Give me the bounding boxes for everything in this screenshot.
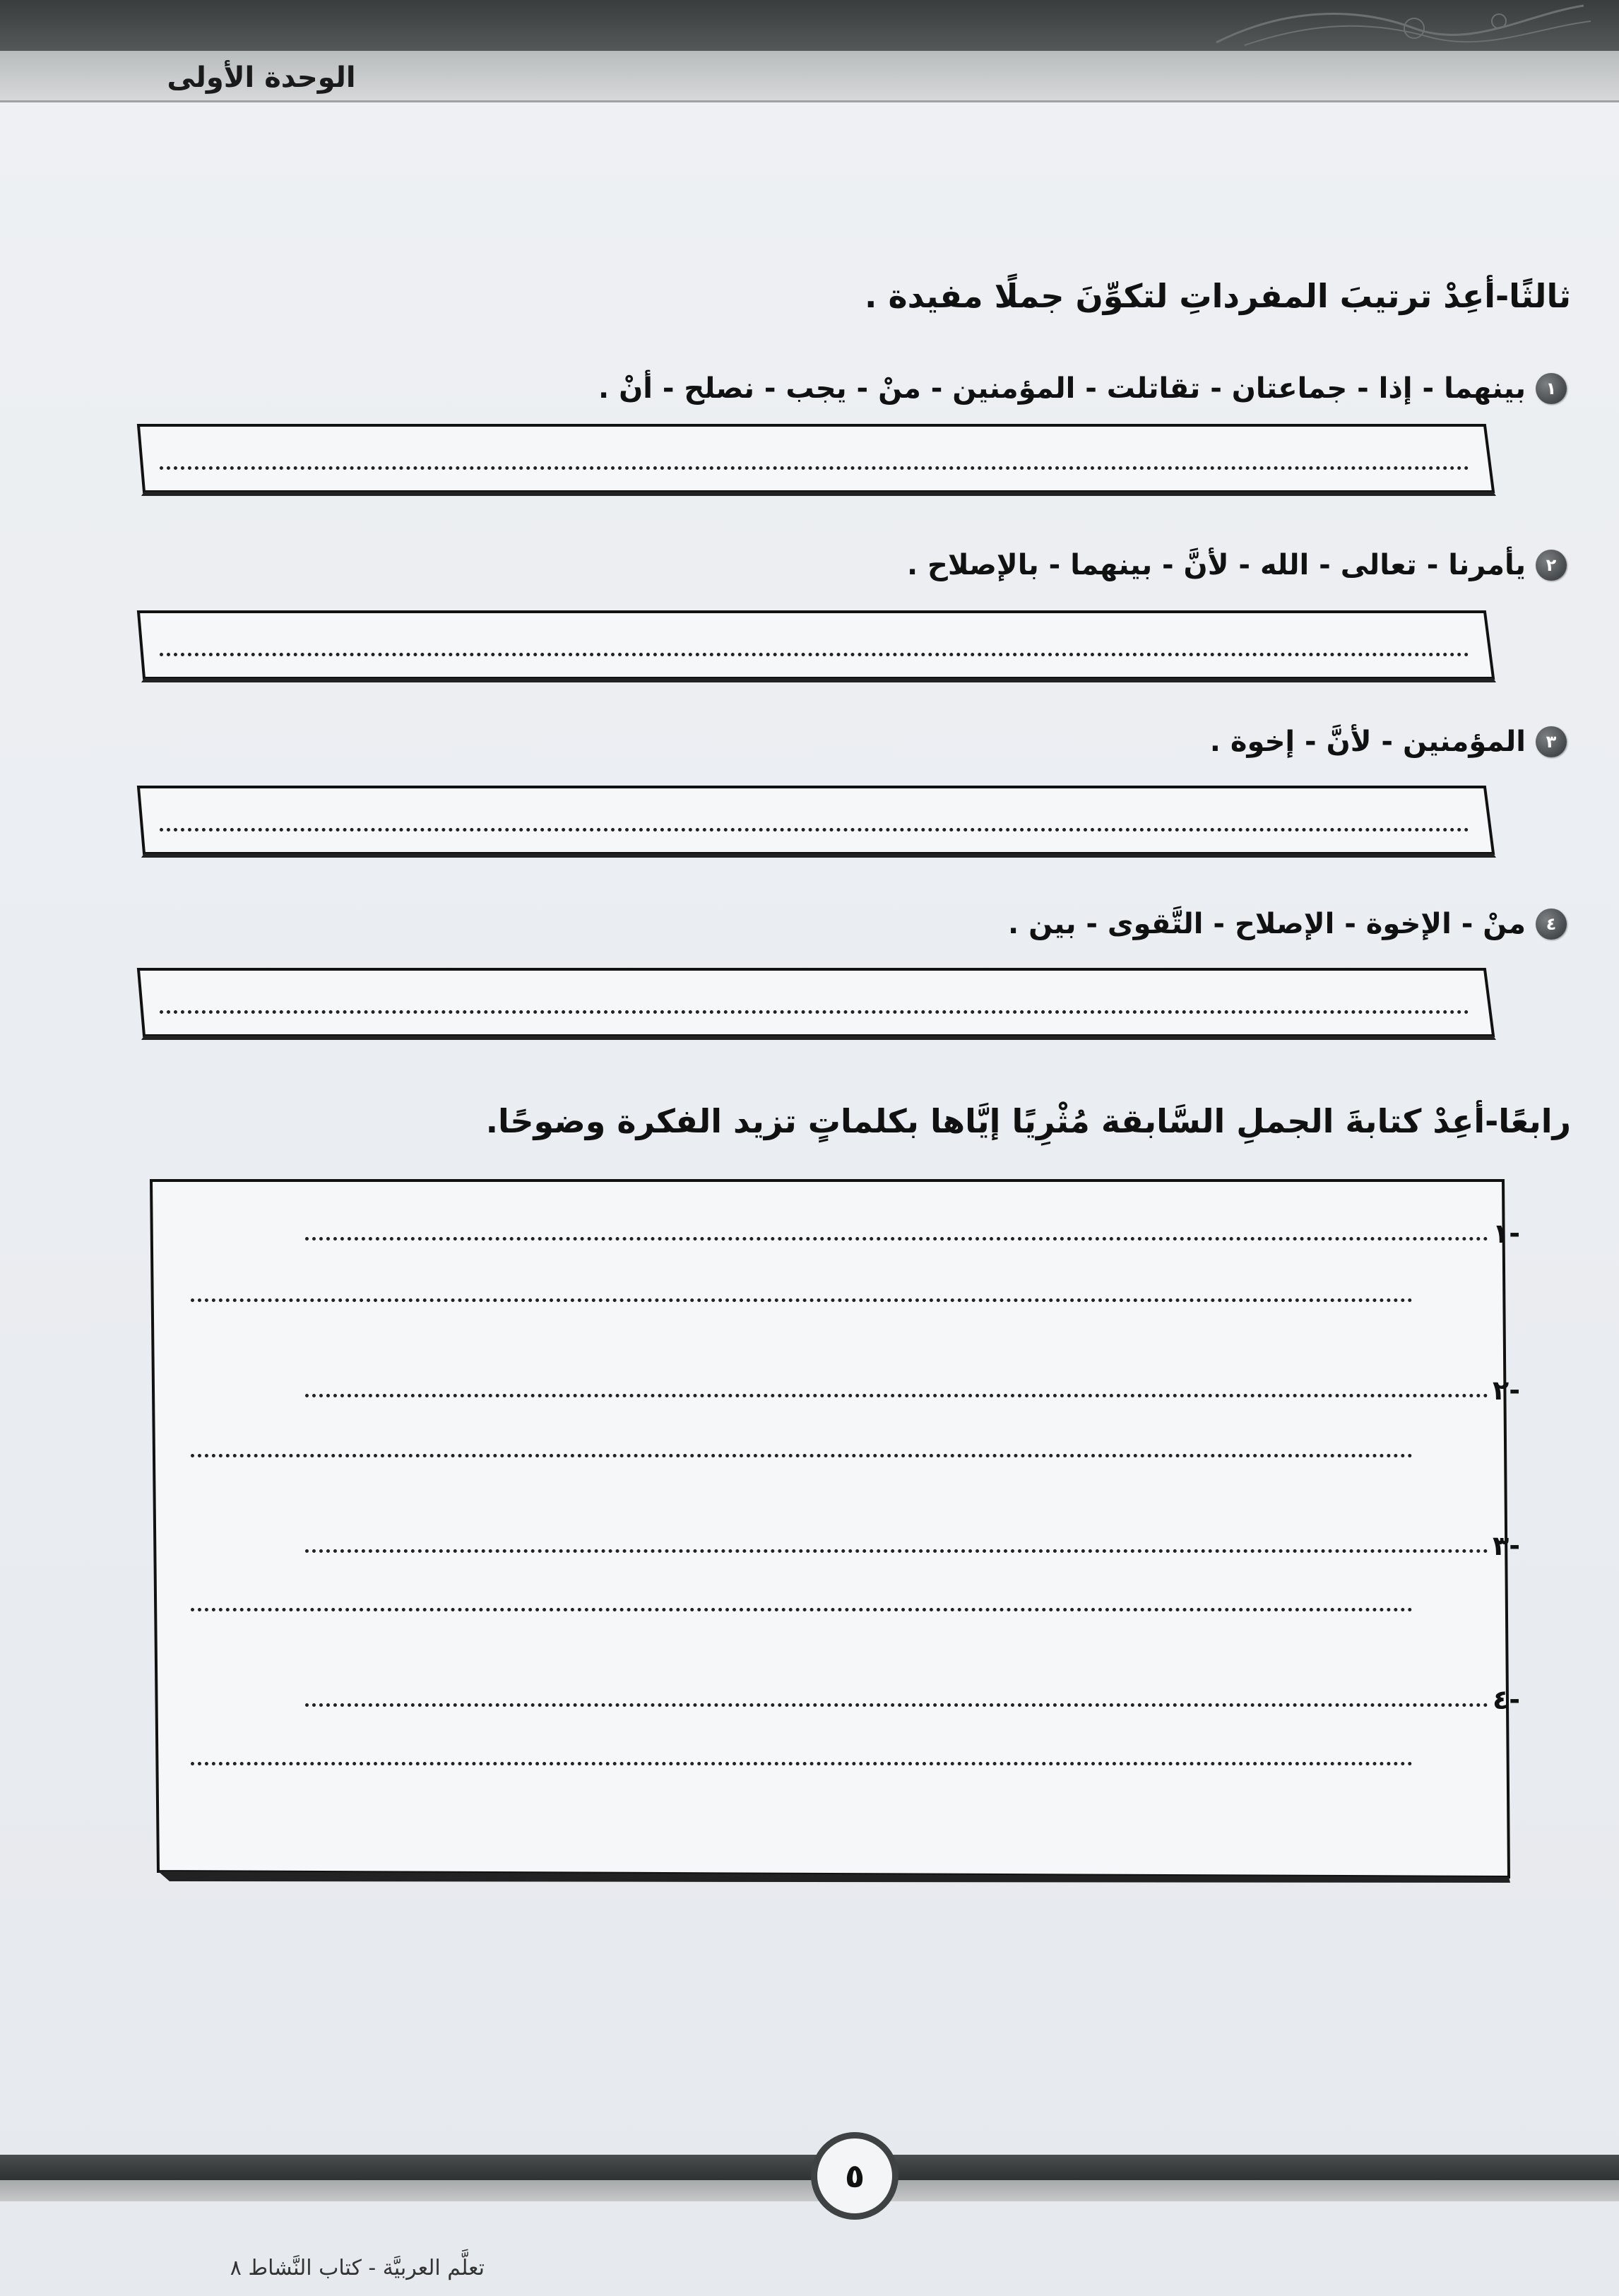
answer-box-frame: [134, 784, 1498, 858]
line-number: -٢: [1493, 1375, 1520, 1406]
writing-line-3[interactable]: [305, 1517, 1520, 1560]
page-number: ٥: [811, 2132, 899, 2220]
writing-line-4b[interactable]: [191, 1762, 1413, 1765]
book-title: تعلَّم العربيَّة - كتاب النَّشاط ٨: [230, 2256, 485, 2280]
line-number: -٣: [1493, 1530, 1520, 1561]
writing-line-3b[interactable]: [191, 1608, 1413, 1611]
answer-box-frame: [134, 609, 1498, 682]
header-ornament: [1202, 0, 1598, 49]
item-number-badge: ١: [1536, 373, 1567, 404]
answer-box-3[interactable]: [134, 784, 1498, 858]
answer-dotted-line: [160, 1010, 1469, 1014]
exercise-item-2: [907, 544, 1567, 586]
writing-line-1[interactable]: [305, 1205, 1520, 1248]
header-band: [0, 0, 1619, 51]
answer-dotted-line: [160, 828, 1469, 832]
dotted-line: [305, 1549, 1488, 1553]
dotted-line: [305, 1237, 1488, 1241]
writing-line-4[interactable]: [305, 1671, 1520, 1714]
answer-box-1[interactable]: [134, 422, 1498, 496]
answer-box-2[interactable]: [134, 609, 1498, 682]
dotted-line: [305, 1703, 1488, 1707]
footer-band: [0, 2155, 1619, 2180]
item-text: بينهما - إذا - جماعتان - تقاتلت - المؤمنين - منْ - يجب - نصلح - أنْ .: [598, 372, 1526, 405]
section-3-heading: ثالثًا-أعِدْ ترتيبَ المفرداتِ لتكوِّنَ جملًا مفيدة .: [864, 277, 1571, 315]
item-number-badge: ٢: [1536, 550, 1567, 581]
item-number-badge: ٣: [1536, 726, 1567, 757]
item-text: يأمرنا - تعالى - الله - لأنَّ - بينهما - بالإصلاح .: [906, 549, 1526, 581]
section-4-heading: رابعًا-أعِدْ كتابةَ الجملِ السَّابقة مُثْرِيًا إيَّاها بكلماتٍ تزيد الفكرة وضوحًا.: [485, 1102, 1571, 1140]
line-number: -١: [1493, 1218, 1520, 1249]
item-number-badge: ٤: [1536, 909, 1567, 940]
footer-stripe: [0, 2180, 1619, 2201]
exercise-item-4: [1008, 903, 1567, 945]
writing-line-2[interactable]: [305, 1362, 1520, 1404]
answer-box-frame: [134, 966, 1498, 1040]
answer-dotted-line: [160, 466, 1469, 470]
dotted-line: [305, 1394, 1488, 1397]
item-text: المؤمنين - لأنَّ - إخوة .: [1209, 726, 1526, 758]
exercise-item-3: [1210, 721, 1567, 763]
writing-line-1b[interactable]: [191, 1298, 1413, 1302]
answer-box-4[interactable]: [134, 966, 1498, 1040]
unit-title: الوحدة الأولى: [167, 61, 356, 94]
writing-line-2b[interactable]: [191, 1454, 1413, 1457]
answer-dotted-line: [160, 653, 1469, 656]
item-text: منْ - الإخوة - الإصلاح - التَّقوى - بين .: [1008, 908, 1526, 940]
answer-box-frame: [134, 422, 1498, 496]
exercise-item-1: [598, 367, 1567, 410]
line-number: -٤: [1493, 1684, 1520, 1715]
